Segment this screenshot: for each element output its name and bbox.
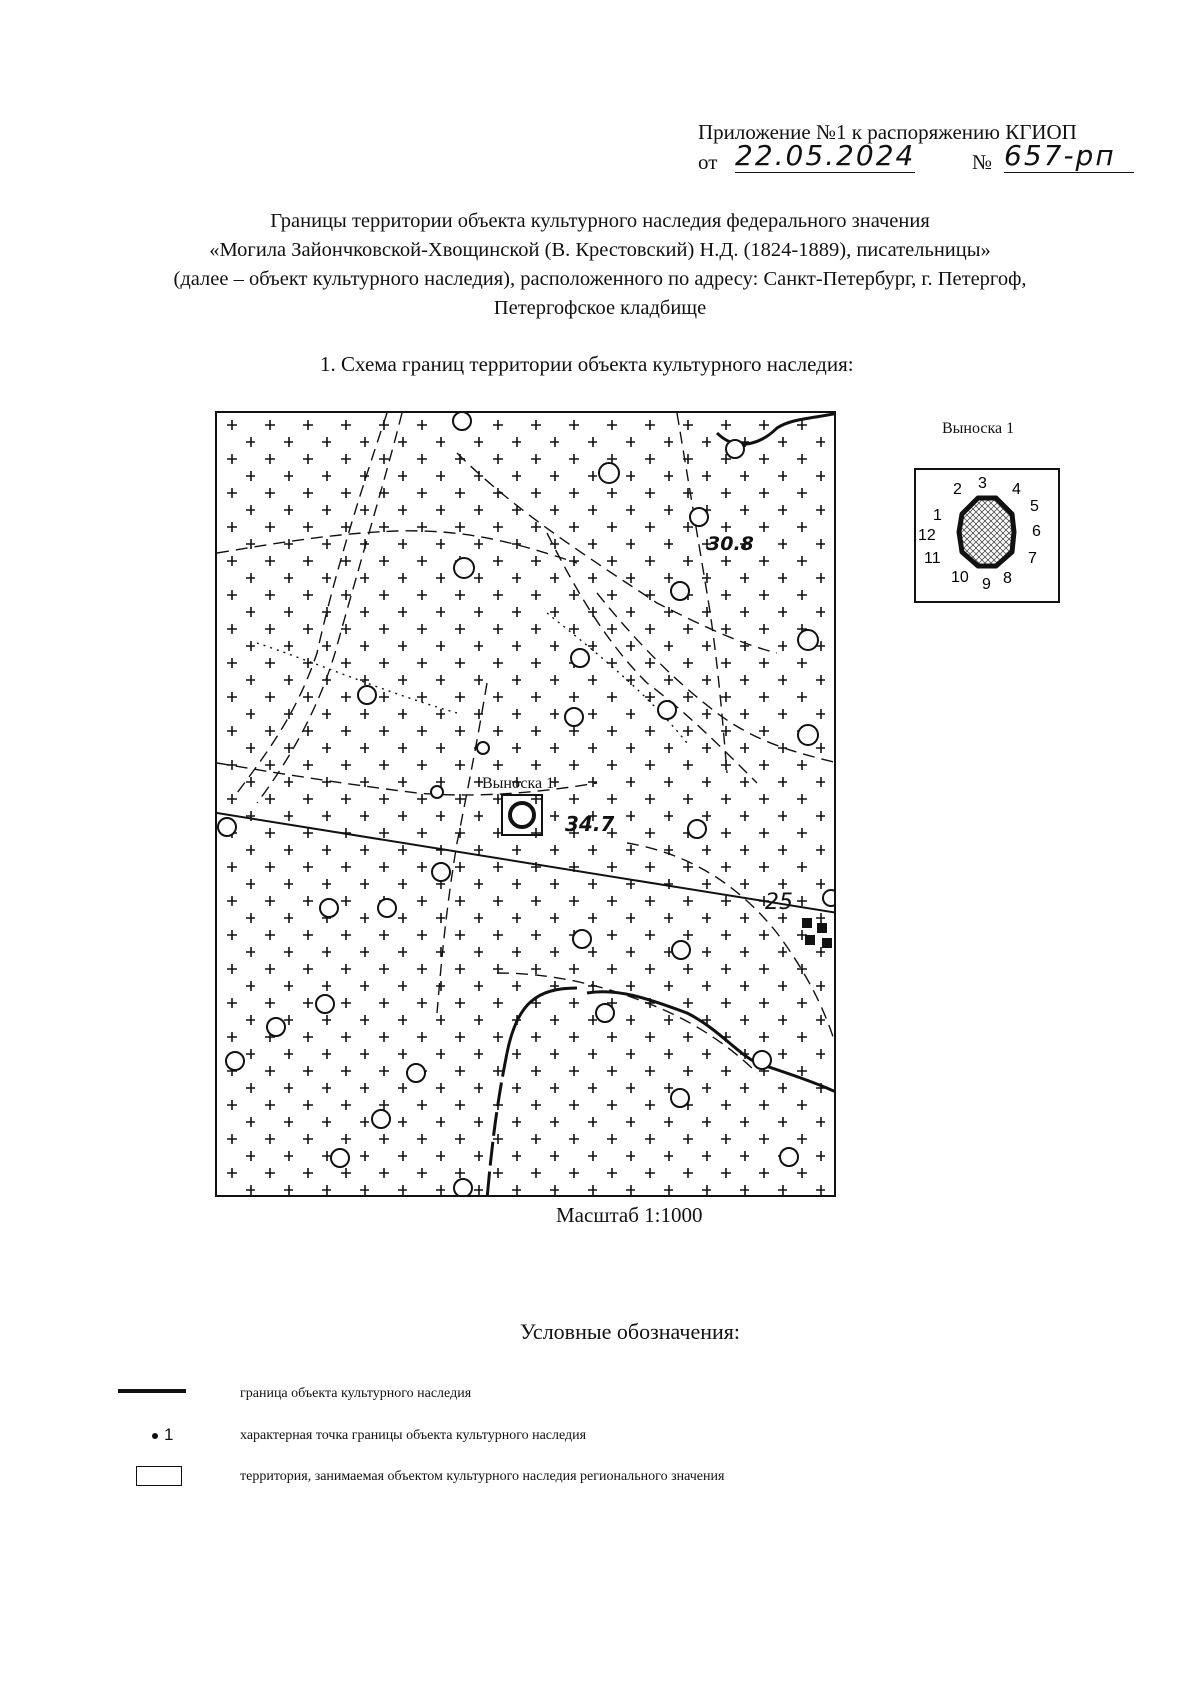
map-scale: Масштаб 1:1000 [556,1203,703,1227]
title-line-3: (далее – объект культурного наследия), расположенного по адресу: Санкт-Петербург, г. Петергоф, [173,268,1027,290]
document-title [0,207,1200,323]
point-label-8: 8 [1003,570,1012,587]
legend-point-label: 1 [164,1425,174,1444]
legend-text-boundary: граница объекта культурного наследия [240,1386,472,1401]
callout-drawing [916,470,1058,601]
map-callout-label: Выноска 1 [482,775,555,792]
appendix-line: Приложение №1 к распоряжению КГИОП [698,120,1077,144]
point-label-9: 9 [982,576,991,593]
legend-symbol-point [152,1433,158,1439]
point-label-11: 11 [924,550,941,567]
boundary-polygon [959,498,1014,566]
point-label-12: 12 [918,527,936,544]
legend-text-territory: территория, занимаемая объектом культурного наследия регионального значения [240,1469,725,1484]
site-map [215,411,836,1197]
date-prefix: от [698,150,718,174]
legend-symbol-line [118,1389,186,1393]
point-label-2: 2 [953,481,962,498]
section-heading: 1. Схема границ территории объекта культурного наследия: [320,352,854,376]
elevation-3: 25 [765,890,793,915]
title-line-1: Границы территории объекта культурного наследия федерального значения [270,210,930,232]
title-line-2: «Могила Зайончковской-Хвощинской (В. Крестовский) Н.Д. (1824-1889), писательницы» [209,239,991,261]
callout-title: Выноска 1 [942,420,1015,437]
point-label-5: 5 [1030,498,1039,515]
map-drawing [217,413,836,1197]
legend-title: Условные обозначения: [520,1319,741,1344]
number-prefix: № [972,150,993,174]
point-label-3: 3 [978,475,987,492]
grave-marker [510,803,534,827]
date-value: 22.05.2024 [735,139,916,172]
point-label-6: 6 [1032,523,1041,540]
point-label-10: 10 [951,569,969,586]
point-label-7: 7 [1028,550,1037,567]
legend-text-point: характерная точка границы объекта культурного наследия [240,1428,587,1443]
callout-box [914,468,1060,603]
number-value: 657-рп [1004,140,1134,173]
elevation-2: 34.7 [565,812,615,836]
elevation-1: 30.8 [707,533,754,555]
title-line-4: Петергофское кладбище [493,297,707,319]
legend-symbol-rectangle [136,1466,182,1486]
point-label-4: 4 [1012,481,1021,498]
point-label-1: 1 [933,507,942,524]
